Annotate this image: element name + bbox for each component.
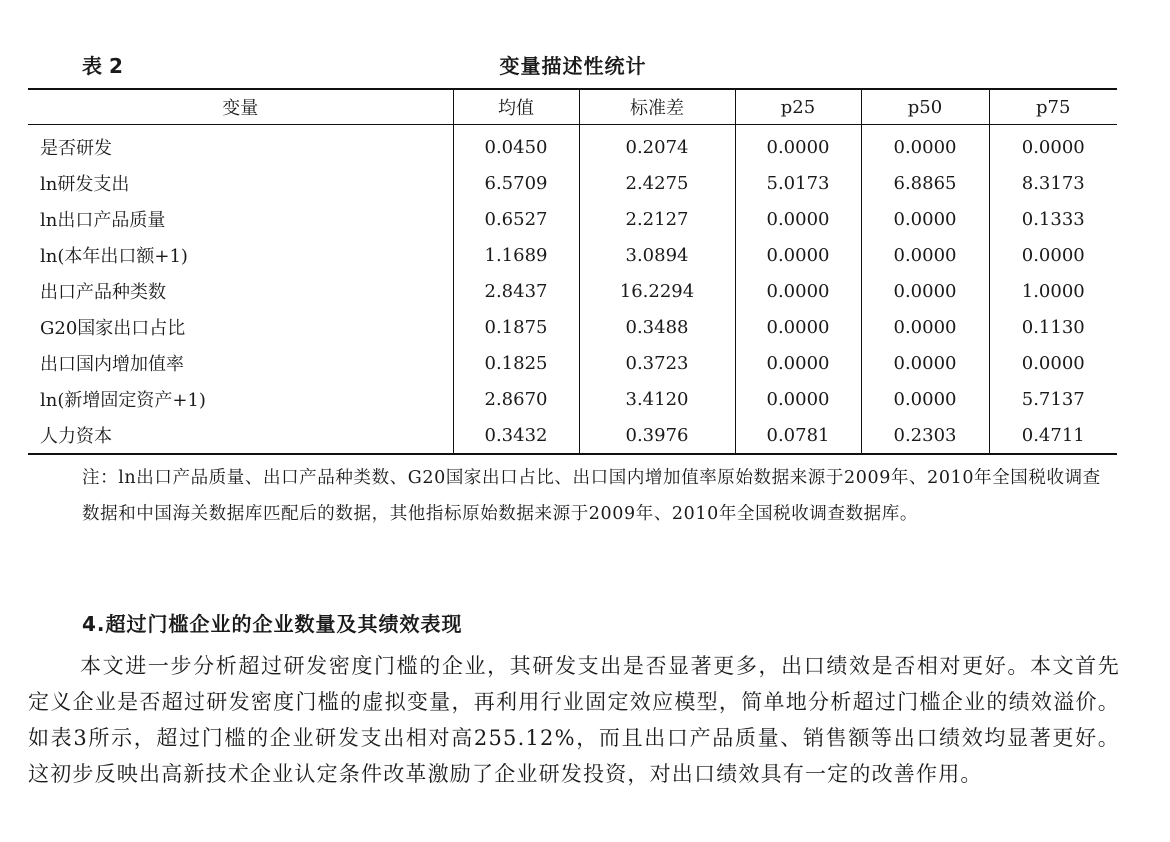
table-row [28,417,1117,454]
cell-p25: 0.0000 [735,201,861,237]
table-note: 注：ln出口产品质量、出口产品种类数、G20国家出口占比、出口国内增加值率原始数据来源于2009年、2010年全国税收调查数据和中国海关数据库匹配后的数据，其他指标原始数据来源于2009年、2010年全国税收调查数据库。 [82,468,1101,524]
cell-mean: 2.8670 [453,381,579,417]
table-row [28,381,1117,417]
cell-std: 0.2074 [579,125,735,166]
table-label: 表 2 [82,54,123,78]
cell-p50: 6.8865 [861,165,989,201]
cell-mean: 0.3432 [453,417,579,454]
cell-std: 2.4275 [579,165,735,201]
cell-std: 0.3976 [579,417,735,454]
cell-variable: 是否研发 [40,138,112,159]
cell-p50: 0.0000 [861,309,989,345]
cell-p75: 0.0000 [989,237,1117,273]
cell-p25: 0.0000 [735,273,861,309]
cell-variable: G20国家出口占比 [40,318,186,339]
cell-p50: 0.0000 [861,345,989,381]
cell-p50: 0.0000 [861,381,989,417]
table-body [28,125,1117,455]
cell-p75: 1.0000 [989,273,1117,309]
header-row [28,89,1117,125]
cell-mean: 0.6527 [453,201,579,237]
cell-p75: 0.0000 [989,125,1117,166]
cell-variable: 出口国内增加值率 [40,354,184,375]
table-header [28,89,1117,125]
cell-p25: 0.0781 [735,417,861,454]
cell-p75: 8.3173 [989,165,1117,201]
table-row [28,125,1117,166]
cell-mean: 0.1825 [453,345,579,381]
cell-variable: ln(新增固定资产+1) [40,390,206,411]
table-row [28,201,1117,237]
cell-mean: 1.1689 [453,237,579,273]
column-header-std: 标准差 [579,89,735,125]
cell-std: 0.3723 [579,345,735,381]
cell-p25: 5.0173 [735,165,861,201]
cell-p75: 5.7137 [989,381,1117,417]
cell-p75: 0.1333 [989,201,1117,237]
cell-p50: 0.0000 [861,125,989,166]
table-row [28,345,1117,381]
cell-p25: 0.0000 [735,125,861,166]
cell-std: 3.4120 [579,381,735,417]
cell-mean: 0.0450 [453,125,579,166]
cell-p50: 0.0000 [861,237,989,273]
cell-mean: 2.8437 [453,273,579,309]
cell-mean: 0.1875 [453,309,579,345]
cell-variable: ln(本年出口额+1) [40,246,188,267]
cell-variable: ln出口产品质量 [40,210,166,231]
cell-p25: 0.0000 [735,309,861,345]
table-row [28,165,1117,201]
cell-p50: 0.0000 [861,273,989,309]
cell-p75: 0.0000 [989,345,1117,381]
cell-mean: 6.5709 [453,165,579,201]
cell-variable: 出口产品种类数 [40,282,166,303]
cell-p25: 0.0000 [735,381,861,417]
cell-p25: 0.0000 [735,345,861,381]
cell-variable: 人力资本 [40,426,112,447]
column-header-variable: 变量 [28,89,453,125]
cell-p25: 0.0000 [735,237,861,273]
table-row [28,309,1117,345]
cell-std: 3.0894 [579,237,735,273]
descriptive-statistics-table [28,88,1117,455]
cell-p75: 0.1130 [989,309,1117,345]
cell-std: 0.3488 [579,309,735,345]
cell-p50: 0.0000 [861,201,989,237]
cell-p50: 0.2303 [861,417,989,454]
cell-variable: ln研发支出 [40,174,130,195]
column-header-p75: p75 [989,89,1117,125]
table-row [28,237,1117,273]
cell-std: 2.2127 [579,201,735,237]
column-header-p50: p50 [861,89,989,125]
cell-std: 16.2294 [579,273,735,309]
body-paragraph: 本文进一步分析超过研发密度门槛的企业，其研发支出是否显著更多，出口绩效是否相对更好。本文首先定义企业是否超过研发密度门槛的虚拟变量，再利用行业固定效应模型，简单地分析超过门槛企业的绩效溢价。如表3所示，超过门槛的企业研发支出相对高255.12%，而且出口产品质量、销售额等出口绩效均显著更好。这初步反映出高新技术企业认定条件改革激励了企业研发投资，对出口绩效具有一定的改善作用。 [28,654,1120,786]
column-header-p25: p25 [735,89,861,125]
section-heading: 4.超过门槛企业的企业数量及其绩效表现 [82,612,463,636]
table-row [28,273,1117,309]
column-header-mean: 均值 [453,89,579,125]
cell-p75: 0.4711 [989,417,1117,454]
table-title: 变量描述性统计 [499,54,647,78]
